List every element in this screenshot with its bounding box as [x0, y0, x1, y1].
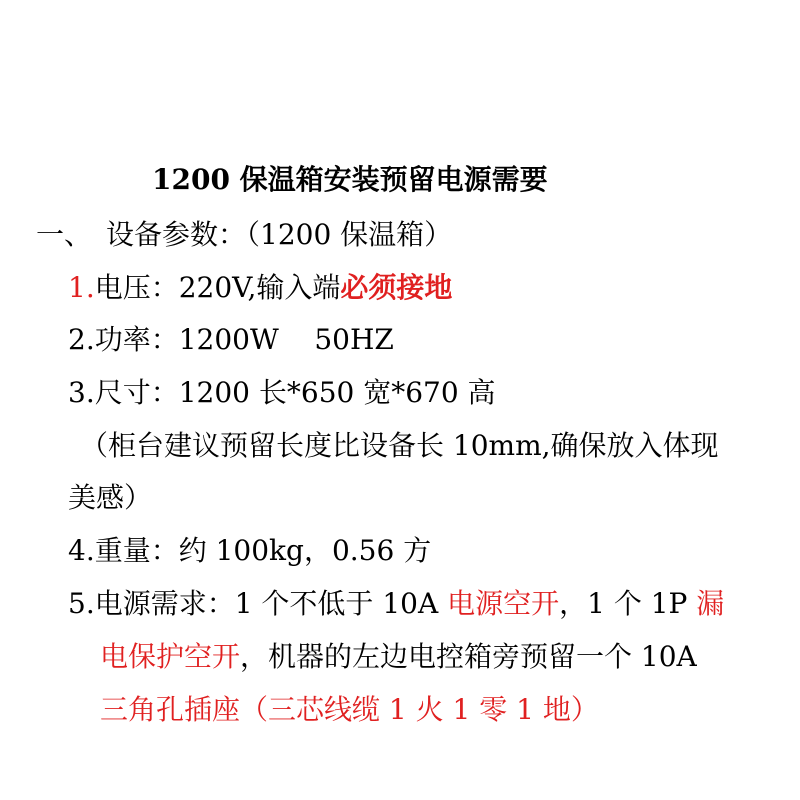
section-heading: [36, 217, 452, 253]
item-power: 2.功率：1200W 50HZ: [68, 323, 394, 356]
power-supply-mid-2: ，机器的左边电控箱旁预留一个 10A: [240, 640, 697, 673]
item-voltage: [68, 270, 452, 306]
power-supply-leak-protection: 电保护空开: [100, 640, 241, 673]
power-supply-leak-start: 漏: [696, 587, 725, 620]
section-label: 设备参数：（1200 保温箱）: [106, 218, 453, 251]
item-voltage-number: 1.: [68, 271, 95, 304]
note-line-1: （柜台建议预留长度比设备长 10mm,确保放入体现: [80, 429, 719, 462]
item-power-supply-line-3: 三角孔插座（三芯线缆 1 火 1 零 1 地）: [100, 693, 599, 726]
power-supply-prefix: 5.电源需求：1 个不低于 10A: [68, 587, 448, 620]
item-weight: 4.重量：约 100kg，0.56 方: [68, 534, 432, 567]
document-title: 1200 保温箱安装预留电源需要: [152, 163, 548, 196]
section-number: 一、: [36, 218, 93, 251]
item-voltage-emphasis: 必须接地: [340, 271, 453, 304]
item-size: 3.尺寸：1200 长*650 宽*670 高: [68, 376, 496, 409]
item-voltage-text: 电压：220V,输入端: [94, 271, 341, 304]
item-power-supply-line-2: [100, 639, 697, 675]
note-line-2: 美感）: [68, 481, 153, 514]
item-power-supply-line-1: [68, 586, 724, 622]
power-supply-breaker: 电源空开: [447, 587, 560, 620]
power-supply-mid: ，1 个 1P: [559, 587, 697, 620]
